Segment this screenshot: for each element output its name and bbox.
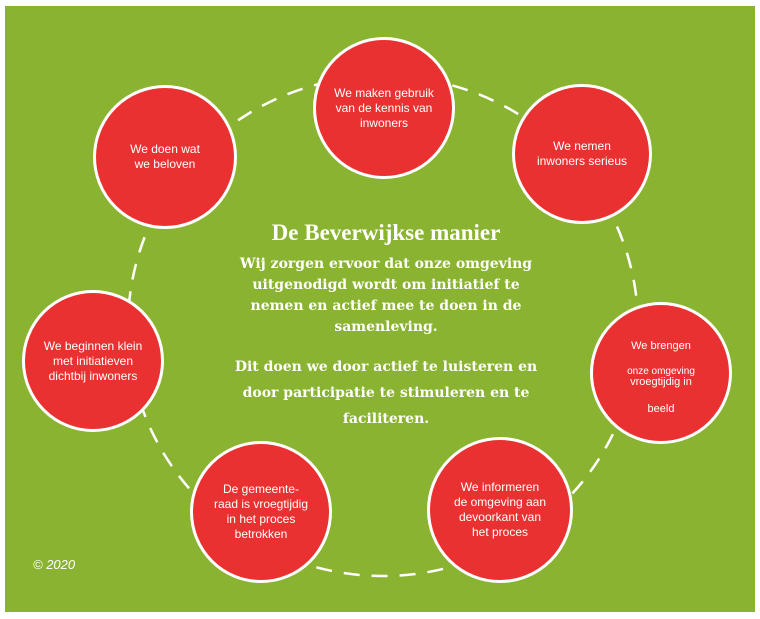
- circle-kennis: [313, 37, 455, 179]
- circle-beeld-line2: onze omgeving: [627, 366, 695, 377]
- circle-informeren: [427, 437, 573, 583]
- copyright-label: © 2020: [33, 557, 76, 572]
- center-text-block: [226, 220, 546, 432]
- circle-beloven-text: We doen wat we beloven: [130, 142, 200, 171]
- diagram-title: De Beverwijkse manier: [271, 220, 501, 245]
- circle-informeren-text: We informeren de omgeving aan devoorkant van het proces: [453, 480, 547, 539]
- paragraph-method: Dit doen we door actief te luisteren en door participatie te stimuleren en te faciliteren.: [234, 359, 538, 427]
- paragraph-intro: Wij zorgen ervoor dat onze omgeving uitgenodigd wordt om initiatief te nemen en actief mee te doen in de samenleving.: [239, 256, 533, 335]
- circle-gemeenteraad-text: De gemeente- raad is vroegtijdig in het proces betrokken: [213, 482, 309, 541]
- circle-beeld: [590, 302, 732, 444]
- circle-beeld-line4: beeld: [647, 403, 675, 415]
- circle-klein: [22, 290, 164, 432]
- circle-beeld-line1: We brengen: [631, 340, 691, 352]
- circle-serieus-text: We nemen inwoners serieus: [536, 139, 628, 168]
- circle-serieus: [512, 84, 652, 224]
- circle-gemeenteraad: [190, 441, 332, 583]
- circle-klein-text: We beginnen klein met initiatieven dichtbij inwoners: [43, 338, 143, 383]
- circle-kennis-text: We maken gebruik van de kennis van inwoners: [334, 85, 434, 130]
- circle-beloven: [93, 85, 237, 229]
- circle-beeld-line3: vroegtijdig in: [630, 376, 692, 388]
